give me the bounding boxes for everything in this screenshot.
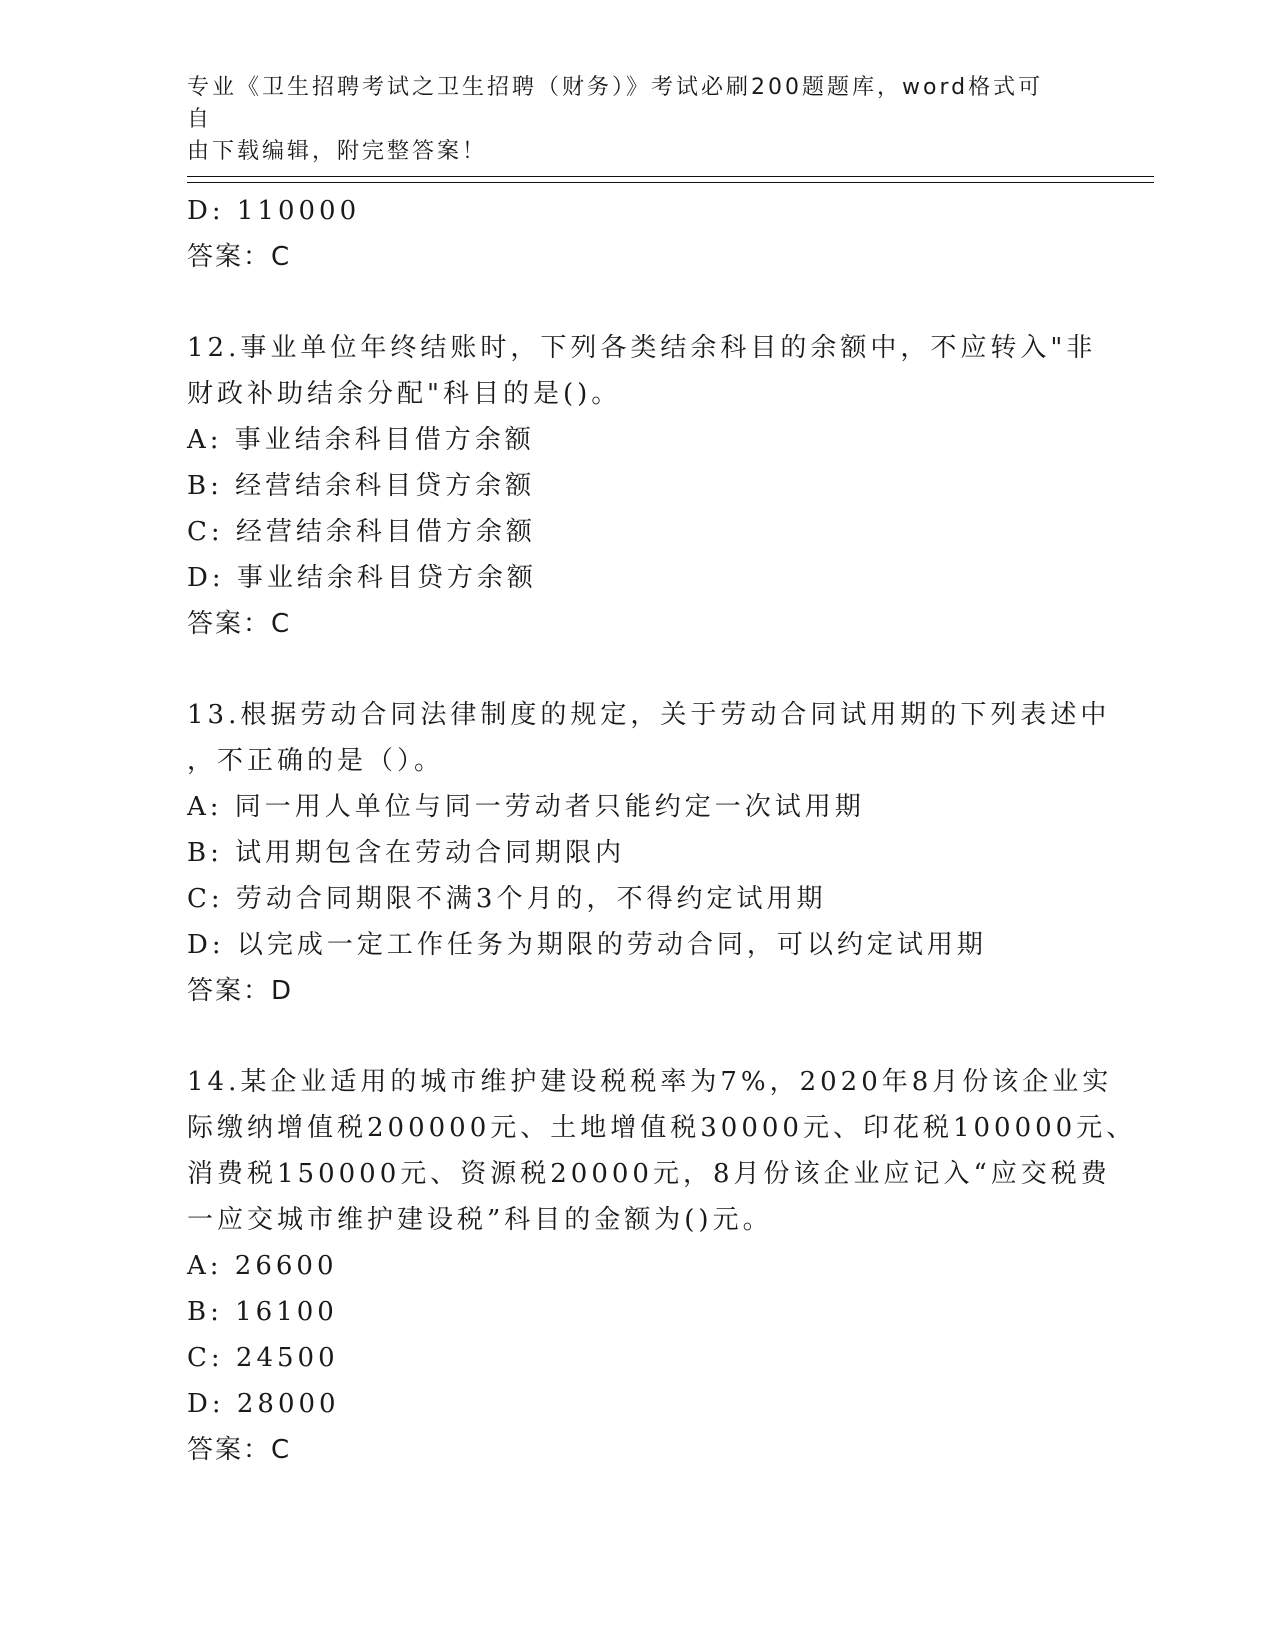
question-stem-line: 14.某企业适用的城市维护建设税税率为7%，2020年8月份该企业实 bbox=[187, 1067, 1113, 1097]
header-rule-bottom bbox=[187, 182, 1154, 183]
header-title-line-1: 专业《卫生招聘考试之卫生招聘（财务）》考试必刷200题题库，word格式可自 bbox=[187, 75, 1044, 132]
question-stem-line: 财政补助结余分配"科目的是()。 bbox=[187, 379, 622, 409]
answer: 答案：C bbox=[187, 1435, 292, 1465]
option-d: D: 28000 bbox=[187, 1389, 340, 1419]
spacer bbox=[187, 647, 1087, 692]
option-b: B: 16100 bbox=[187, 1297, 338, 1327]
option-c: C: 经营结余科目借方余额 bbox=[187, 517, 536, 547]
option-b: B: 经营结余科目贷方余额 bbox=[187, 471, 536, 501]
header-title-line-2: 由下载编辑，附完整答案！ bbox=[187, 139, 488, 164]
question-14 bbox=[187, 1059, 1137, 1473]
page-header bbox=[187, 72, 1067, 168]
question-12 bbox=[187, 325, 1097, 647]
question-stem-line: 一应交城市维护建设税”科目的金额为()元。 bbox=[187, 1205, 773, 1235]
answer: 答案：C bbox=[187, 609, 292, 639]
question-stem-line: ，不正确的是（）。 bbox=[187, 746, 445, 776]
question-stem-line: 消费税150000元、资源税20000元，8月份该企业应记入“应交税费 bbox=[187, 1159, 1111, 1189]
question-stem-line: 13.根据劳动合同法律制度的规定，关于劳动合同试用期的下列表述中 bbox=[187, 700, 1111, 730]
question-13 bbox=[187, 692, 1111, 1014]
option-b: B: 试用期包含在劳动合同期限内 bbox=[187, 838, 626, 868]
option-d: D: 事业结余科目贷方余额 bbox=[187, 563, 537, 593]
question-list bbox=[187, 188, 1137, 1473]
question-11-tail bbox=[187, 188, 1087, 280]
header-rule-top bbox=[187, 176, 1154, 177]
option-d: D: 110000 bbox=[187, 196, 361, 226]
spacer bbox=[187, 280, 1087, 325]
option-c: C: 劳动合同期限不满3个月的，不得约定试用期 bbox=[187, 884, 827, 914]
option-d: D: 以完成一定工作任务为期限的劳动合同，可以约定试用期 bbox=[187, 930, 987, 960]
spacer bbox=[187, 1014, 1087, 1059]
question-stem-line: 12.事业单位年终结账时，下列各类结余科目的余额中，不应转入"非 bbox=[187, 333, 1097, 363]
option-a: A: 事业结余科目借方余额 bbox=[187, 425, 535, 455]
option-a: A: 26600 bbox=[187, 1251, 338, 1281]
option-a: A: 同一用人单位与同一劳动者只能约定一次试用期 bbox=[187, 792, 865, 822]
option-c: C: 24500 bbox=[187, 1343, 339, 1373]
answer: 答案：D bbox=[187, 976, 294, 1006]
answer: 答案：C bbox=[187, 242, 292, 272]
question-stem-line: 际缴纳增值税200000元、土地增值税30000元、印花税100000元、 bbox=[187, 1113, 1137, 1143]
